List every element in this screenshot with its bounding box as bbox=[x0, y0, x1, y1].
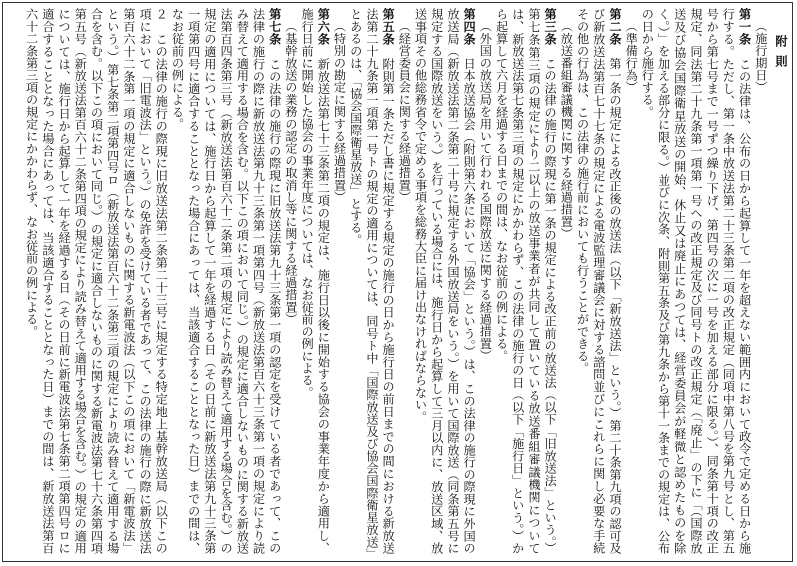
article-1-number: 第一条 bbox=[737, 8, 752, 46]
article-2-text: 第一条の規定による改正後の放送法（以下「新放送法」という。）第二十条第九項の認可及び新放送法第百七十七条の規定による電波監理審議会に対する諮問並びにこれらに関し必要な手続その他の行為は、この法律の施行前においても行うことができる。 bbox=[575, 8, 622, 554]
article-4-caption: （外国の放送局を用いて行われる国際放送に関する経過措置） bbox=[478, 20, 493, 362]
article-7-text: この法律の施行の際現に旧放送法第九十三条第一項の認定を受けている者であって、この法律の施行の際に新放送法第九十三条第一項第四号（新放送法第百六十三条第一項の規定により読み替えて適用する場合を含む。以下この項において同じ。）の規定に適合しないものに関する新放送法第百四条第三号（新放送法第百六十二条第二項の規定により読み替えて適用する場合を含む。）の規定の適用については、施行日から起算して一年を経過する日（その日前に新放送法第九十三条第一項第四号に適合することとなった場合にあっては、当該適合することとなった日）までの間は、なお従前の例による。 bbox=[170, 8, 282, 554]
heading: 附則 bbox=[774, 34, 788, 74]
article-5-text: 附則第一条ただし書に規定する規定の施行の日から施行日の前日までの間における新放送法第二十九条第一項第一号トの規定の適用については、同号ト中「国際放送及び協会国際衛星放送」とあるのは、「協会国際衛星放送」とする。 bbox=[348, 8, 396, 554]
article-1-caption: （施行期日） bbox=[753, 20, 768, 94]
article-5 bbox=[348, 8, 397, 554]
article-3 bbox=[493, 8, 558, 554]
article-7-number: 第七条 bbox=[267, 8, 282, 46]
article-3-text: この法律の施行の際現に第一条の規定による改正前の放送法（以下「旧放送法」という。）第七条第三項の規定により二以上の放送事業者が共同して置いている放送番組審議機関については、新放送法第七条第三項の規定にかかわらず、この法律の施行の日（以下「施行日」という。）から起算して六月を経過する日までの間は、なお従前の例による。 bbox=[494, 8, 558, 554]
article-2-number: 第二条 bbox=[607, 8, 622, 45]
article-4 bbox=[412, 8, 477, 554]
article-3-caption: （放送番組審議機関に関する経過措置） bbox=[559, 20, 574, 240]
article-2 bbox=[574, 8, 623, 554]
article-7-caption: （基幹放送の業務の認定の取消し等に関する経過措置） bbox=[283, 20, 298, 326]
article-6-caption: （特別の勘定に関する経過措置） bbox=[332, 20, 347, 204]
article-3-number: 第三条 bbox=[543, 8, 558, 45]
article-7-paragraph-2: ２ この法律の施行の際現に旧放送法第二条第二十三号に規定する特定地上基幹放送局（以下この項において「旧電波法」という。）の免許を受けている者であって、この法律の施行の際に新放送法第百六十二条第一項の規定に適合しないものに関する新電波法（以下この項において「新電波法」という。）第七条第二項第四号ロ（新放送法第百六十二条第三項の規定により読み替えて適用する場合を含む。以下この項において同じ。）の規定に適合しないものに関する新電波法第七十六条第四項第五号（新放送法第百六十二条第四項の規定により読み替えて適用する場合を含む。）の規定の適用については、施行日から起算して一年を経過する日（その日前に新電波法第七条第二項第四号ロに適合することとなった場合にあっては、当該適合することとなった日）までの間は、新放送法第百六十二条第三項の規定にかかわらず、なお従前の例による。 bbox=[24, 8, 169, 554]
article-2-caption: （準備行為） bbox=[624, 20, 639, 94]
article-4-text: 日本放送協会（附則第六条において「協会」という。）は、この法律の施行の際現に外国の放送局（新放送法第二条第二十号に規定する外国放送局をいう。）を用いて国際放送（同条第五号に規定する国際放送をいう。）を行っている場合には、施行日から起算して三月以内に、放送区域、放送事項その他総務省令で定める事項を総務大臣に届け出なければならない。 bbox=[413, 8, 477, 554]
article-1-text: この法律は、公布の日から起算して一年を超えない範囲内において政令で定める日から施行する。ただし、第一条中放送法第二十三条第二項の改正規定（同項中第八号を第九号とし、第五号から第七号まで一号ずつ繰り下げ、第四号の次に一号を加える部分に限る。）、同条第十項の改正規定、同法第二十九条第一項第一号ヘの改正規定及び同号トの改正規定（「廃止」の下に「（国際放送及び協会国際衛星放送の開始、休止又は廃止にあつては、経営委員会が軽微と認めたものを除く。）」を加える部分に限る。）並びに次条、附則第五条及び第九条から第十一条までの規定は、公布の日から施行する。 bbox=[640, 8, 752, 554]
article-4-number: 第四条 bbox=[462, 8, 477, 45]
article-5-caption: （経営委員会に関する経過措置） bbox=[397, 20, 412, 204]
article-7 bbox=[169, 8, 282, 554]
article-6-text: 新放送法第七十三条第二項の規定は、施行日以後に開始する協会の事業年度から適用し、施行日前に開始した協会の事業年度については、なお従前の例による。 bbox=[300, 8, 331, 554]
article-6 bbox=[299, 8, 331, 554]
supplementary-provisions-text bbox=[9, 8, 789, 554]
article-6-number: 第六条 bbox=[316, 8, 331, 46]
article-5-number: 第五条 bbox=[381, 8, 396, 46]
article-1 bbox=[639, 8, 752, 554]
